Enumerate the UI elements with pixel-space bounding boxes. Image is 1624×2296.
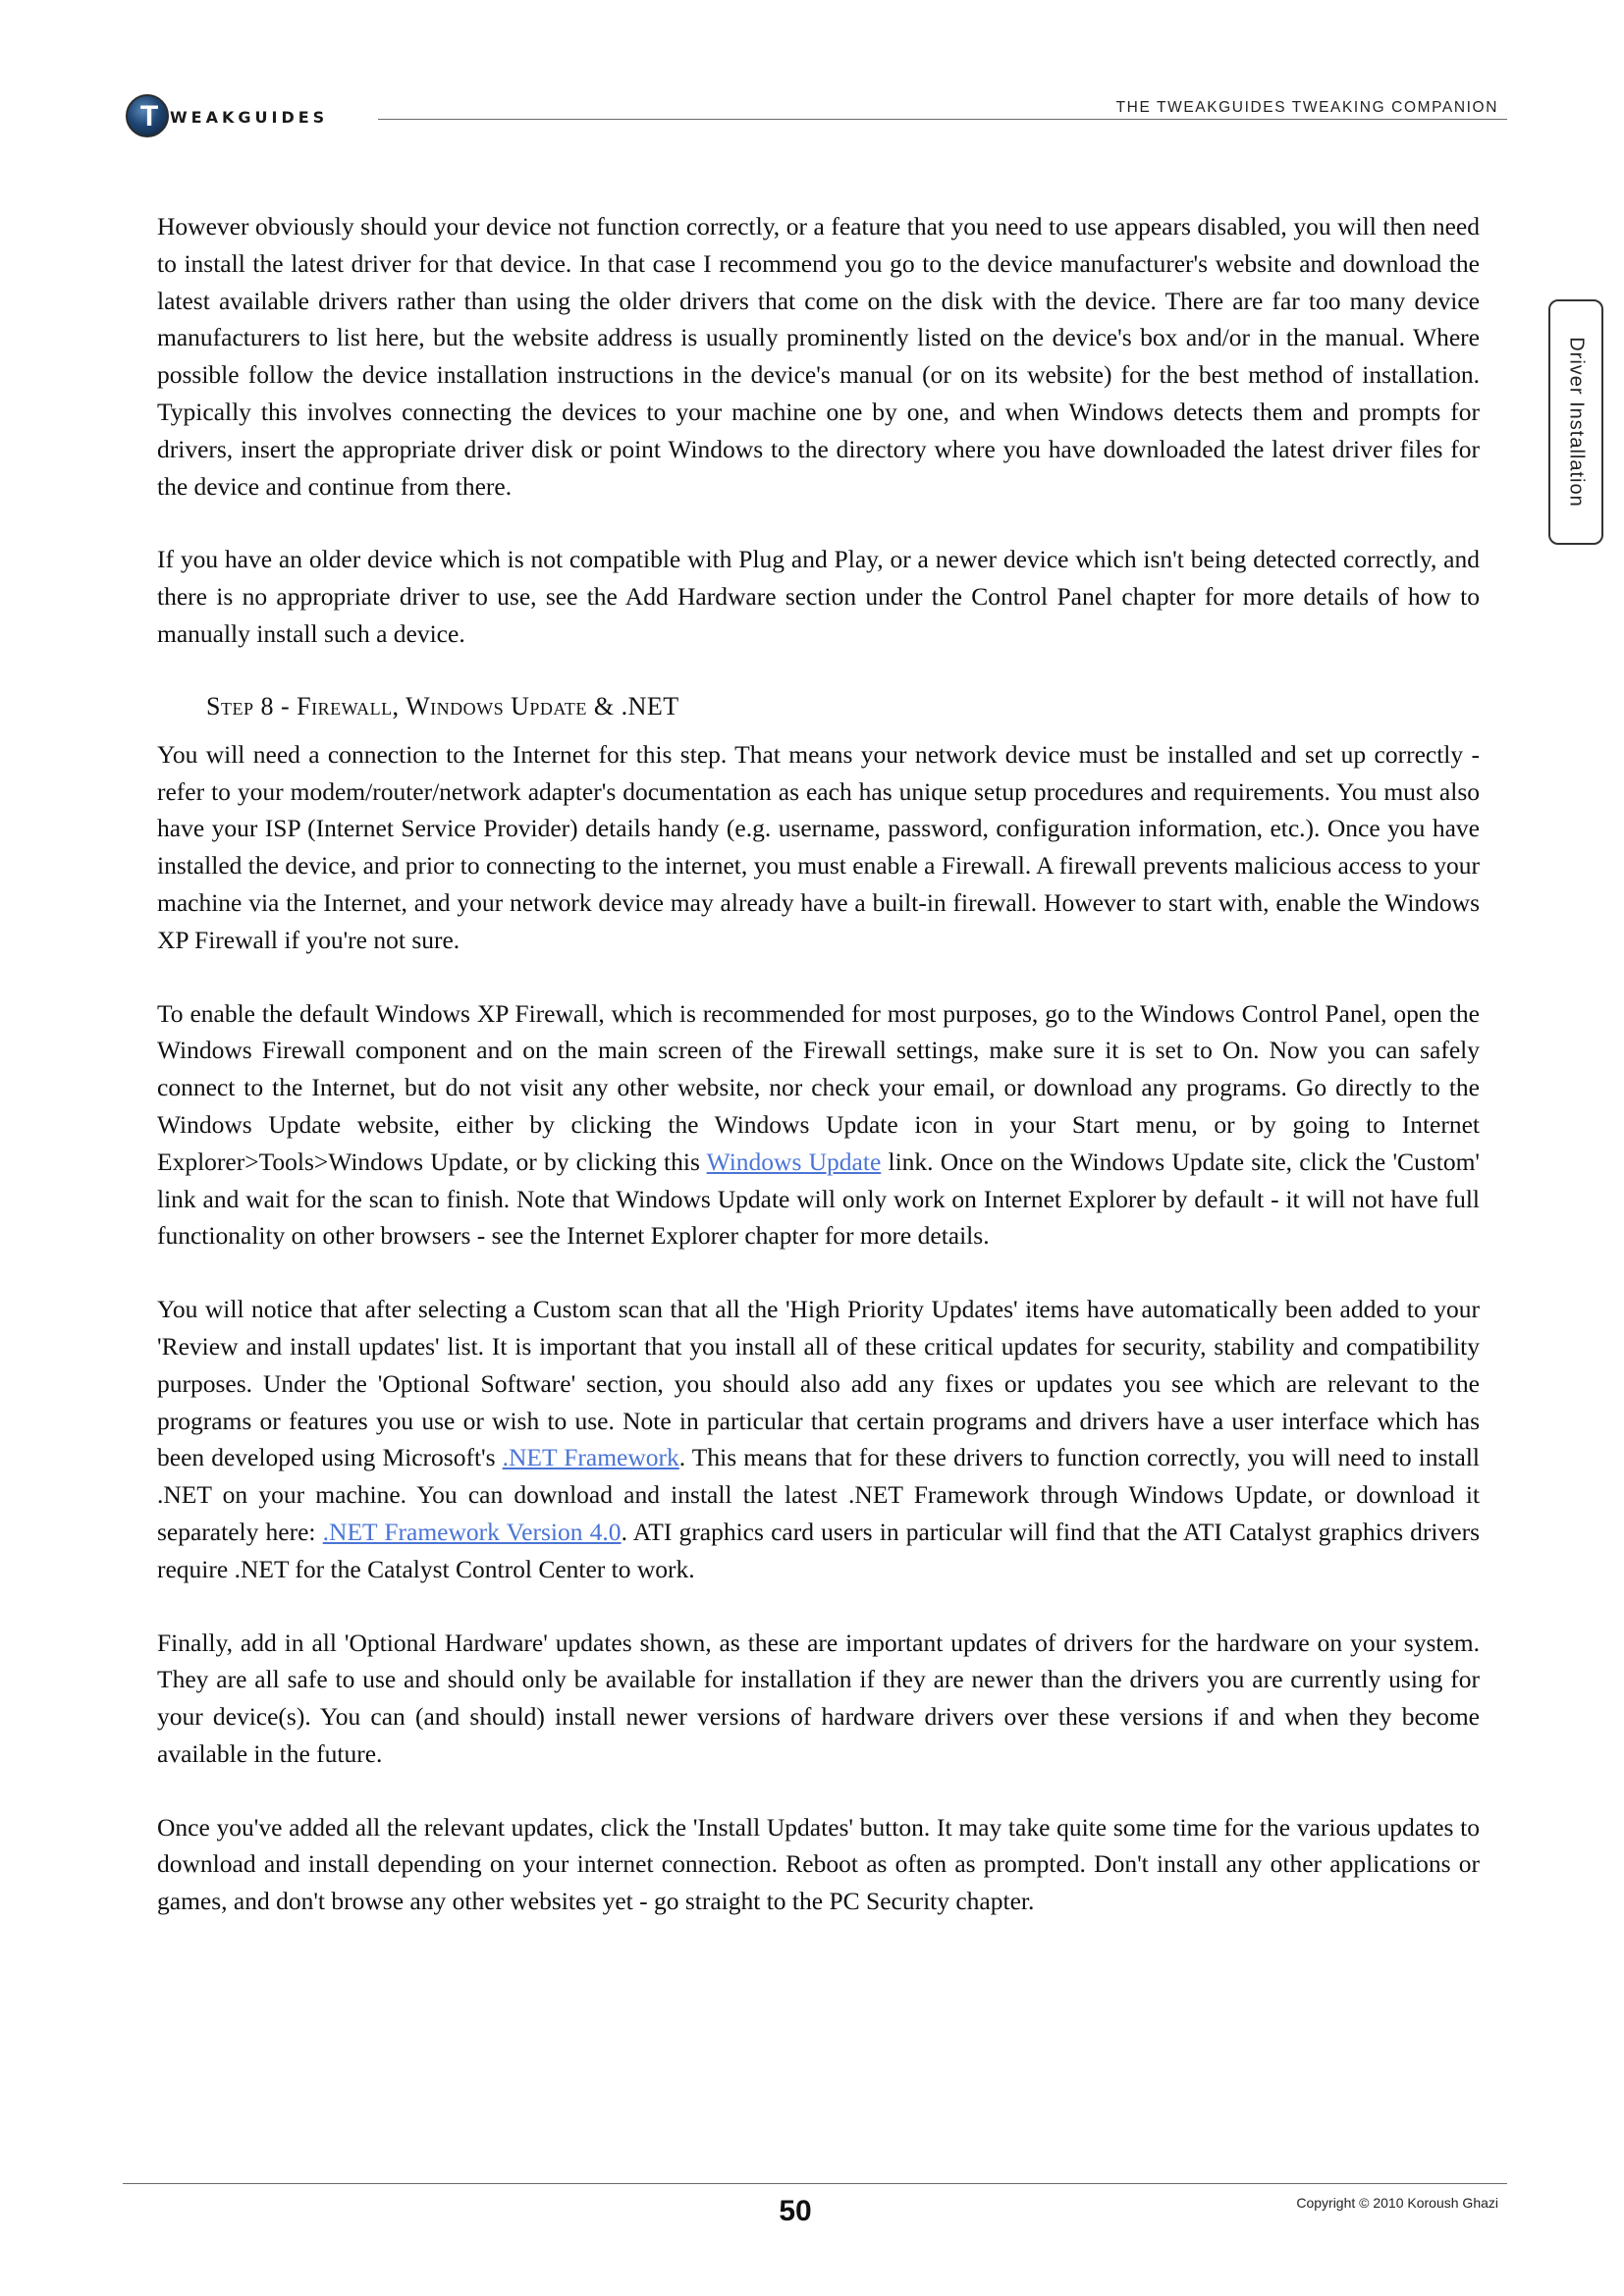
paragraph-custom-scan xyxy=(157,1291,1480,1587)
logo-wordmark: WEAKGUIDES xyxy=(170,108,329,127)
section-heading-step-8: Step 8 - Firewall, Windows Update & .NET xyxy=(206,691,679,721)
page-header xyxy=(0,0,1624,157)
paragraph-install-updates: Once you've added all the relevant updates, click the 'Install Updates' button. It may take quite some time for the various updates to download and install depending on your internet connection. Reboot as often as prompted. Don't install any other applications or games, and don't browse any other websites yet - go straight to the PC Security chapter. xyxy=(157,1812,1480,1916)
paragraph-enable-firewall xyxy=(157,995,1480,1255)
text-run: . This means that for these drivers to function correctly, you will need to install .NET on your machine. You can download and install the latest .NET Framework through Windows Update, or download it separately here: xyxy=(157,1443,1480,1546)
windows-update-link[interactable]: Windows Update xyxy=(706,1147,882,1176)
page-content xyxy=(157,208,1480,1956)
paragraph-internet-connection: You will need a connection to the Internet for this step. That means your network device must be installed and set up correctly - refer to your modem/router/network adapter's documentation as each has unique setup procedures and requirements. You must also have your ISP (Internet Service Provider) details handy (e.g. username, password, configuration information, etc.). Once you have installed the device, and prior to connecting to the internet, you must enable a Firewall. A firewall prevents malicious access to your machine via the Internet, and your network device may already have a built-in firewall. However to start with, enable the Windows XP Firewall if you're not sure. xyxy=(157,739,1480,954)
footer-divider xyxy=(123,2183,1507,2184)
logo-globe-icon xyxy=(126,94,169,137)
header-divider xyxy=(378,119,1507,120)
text-run: To enable the default Windows XP Firewall, which is recommended for most purposes, go to the Windows Control Panel, open the Windows Firewall component and on the main screen of the Firewall settings, make sure it is set to On. Now you can safely connect to the Internet, but do not visit any other website, nor check your email, or download any programs. Go directly to the Windows Update website, either by clicking the Windows Update icon in your Start menu, or by going to Internet Explorer>Tools>Windows Update, or by clicking this xyxy=(157,998,1480,1176)
copyright-notice: Copyright © 2010 Koroush Ghazi xyxy=(1296,2195,1498,2211)
header-title: THE TWEAKGUIDES TWEAKING COMPANION xyxy=(1115,99,1498,116)
page-footer xyxy=(0,2169,1624,2268)
text-run: link. Once on the Windows Update site, click the 'Custom' link and wait for the scan to finish. Note that Windows Update will only work on Internet Explorer by default - it will not have full functionality on other browsers - see the Internet Explorer chapter for more details. xyxy=(157,1147,1481,1251)
page-number: 50 xyxy=(779,2195,812,2227)
tweakguides-logo xyxy=(126,94,361,143)
chapter-side-tab xyxy=(1548,299,1603,545)
net-framework-link[interactable]: .NET Framework xyxy=(502,1443,679,1472)
text-run: . ATI graphics card users in particular will find that the ATI Catalyst graphics drivers require .NET for the Catalyst Control Center to work. xyxy=(157,1517,1480,1583)
paragraph-older-devices: If you have an older device which is not compatible with Plug and Play, or a newer device which isn't being detected correctly, and there is no appropriate driver to use, see the Add Hardware section under the Control Panel chapter for more details of how to manually install such a device. xyxy=(157,545,1480,648)
net-framework-4-link[interactable]: .NET Framework Version 4.0 xyxy=(322,1517,622,1546)
text-run: You will notice that after selecting a Custom scan that all the 'High Priority Updates' items have automatically been added to your 'Review and install updates' list. It is important that you install all of these critical updates for security, stability and compatibility purposes. Under the 'Optional Software' section, you should also add any fixes or updates you see which are relevant to the programs or features you use or wish to use. Note in particular that certain programs and drivers have a user interface which has been developed using Microsoft's xyxy=(157,1295,1480,1472)
paragraph-device-drivers: However obviously should your device not function correctly, or a feature that you need to use appears disabled, you will then need to install the latest driver for that device. In that case I recommend you go to the device manufacturer's website and download the latest available drivers rather than using the older drivers that come on the disk with the device. There are far too many device manufacturers to list here, but the website address is usually prominently listed on the device's box and/or in the manual. Where possible follow the device installation instructions in the device's manual (or on its website) for the best method of installation. Typically this involves connecting the devices to your machine one by one, and when Windows detects them and prompts for drivers, insert the appropriate driver disk or point Windows to the directory where you have downloaded the latest driver files for the device and continue from there. xyxy=(157,212,1480,501)
paragraph-optional-hardware: Finally, add in all 'Optional Hardware' updates shown, as these are important updates of drivers for the hardware on your system. They are all safe to use and should only be available for installation if they are newer than the drivers you are currently using for your device(s). You can (and should) install newer versions of hardware drivers over these versions if and when they become available in the future. xyxy=(157,1628,1480,1768)
logo-letter: T xyxy=(139,100,159,133)
chapter-side-tab-label: Driver Installation xyxy=(1565,337,1588,507)
